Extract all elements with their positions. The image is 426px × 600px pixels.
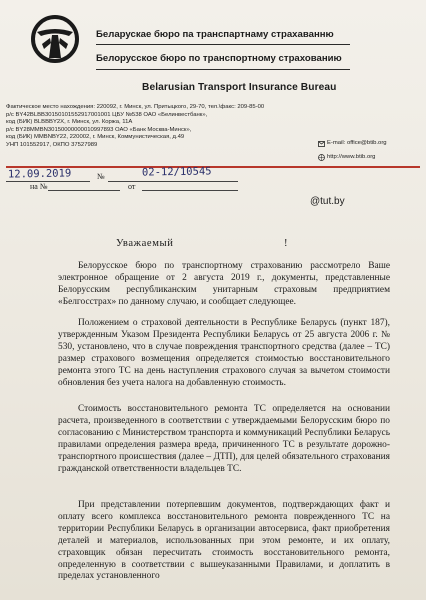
requisite-line: Фактическое место нахождения: 220092, г. Минск, ул. Притыцкого, 29-70, тел.\факс: 209-85-00 xyxy=(6,104,265,110)
reference-date-underline xyxy=(142,190,238,191)
paragraph-text: Стоимость восстановительного ремонта ТС определяется на основании расчета, произведенного в соответствии с утверждаемыми Белорусским бюро по согласованию с Министерством транспорта и коммуникаций Республики Беларусь правилами определения размера вреда, причиненного ТС в результате дорожно-транспортного происшествия (далее – ДТП), для целей обязательного страхования гражданской ответственности владельцев ТС. xyxy=(58,404,390,474)
requisite-line: р/с BY42BLBB30150101552917001001 ЦБУ №538 ОАО «Белинвестбанк», xyxy=(6,111,208,118)
outgoing-number: 02-12/10545 xyxy=(141,165,212,179)
paragraph-text: Белорусское бюро по транспортному страхованию рассмотрело Ваше электронное обращение от 2 августа 2019 г., документы, представленные Белорусским республиканским унитарным страховым предприятием «Белгосстрах» по данному случаю, и сообщает следующее. xyxy=(58,261,390,307)
paragraph-text: Положением о страховой деятельности в Республике Беларусь (пункт 187), утвержденным Указом Президента Республики Беларусь от 25 августа 2006 г. № 530, установлено, что в случае повреждения транспортного средства (далее – ТС) размер страхового возмещения определяется стоимостью восстановительного ремонта этого ТС на день наступления страхового случая за вычетом стоимости обновления без учета налога на добавленную стоимость. xyxy=(58,318,390,388)
body-paragraph-3 xyxy=(58,404,390,475)
reference-date-label: от xyxy=(128,182,136,191)
envelope-icon xyxy=(318,141,325,147)
greeting: Уважаемый xyxy=(116,238,174,249)
recipient-email: @tut.by xyxy=(310,196,345,207)
contact-email: E-mail: office@btib.org xyxy=(327,140,387,146)
requisite-line: УНП 101552917, ОКПО 37527989 xyxy=(6,141,98,148)
requisite-line: р/с BY28MMBN30150000000010997893 ОАО «Банк Москва-Минск», xyxy=(6,126,192,133)
header-rule-2 xyxy=(96,69,350,70)
greeting-exclamation: ! xyxy=(284,238,288,249)
number-label: № xyxy=(97,172,105,181)
outgoing-date: 12.09.2019 xyxy=(7,167,72,181)
body-paragraph-1 xyxy=(58,261,390,309)
requisite-line: код (БИК) BLBBBY2X, г. Минск, ул. Коржа, 11А xyxy=(6,119,133,126)
btib-logo-icon xyxy=(30,14,80,64)
date-underline xyxy=(6,181,90,182)
org-name-russian: Белорусское бюро по транспортному страхованию xyxy=(96,53,342,64)
org-name-belarusian: Беларускае бюро па транспартнаму страхаванню xyxy=(96,29,334,40)
reference-number-underline xyxy=(48,190,120,191)
body-paragraph-4 xyxy=(58,500,390,583)
requisite-line: код (БИК) MMBNBY22, 220002, г. Минск, Коммунистическая, д.49 xyxy=(6,134,185,141)
body-paragraph-2 xyxy=(58,318,390,389)
reference-number-label: на № xyxy=(30,182,48,191)
globe-icon xyxy=(318,154,325,161)
org-name-english: Belarusian Transport Insurance Bureau xyxy=(142,82,337,93)
header-rule-1 xyxy=(96,44,350,45)
contact-website: http://www.btib.org xyxy=(327,153,376,160)
contacts-block xyxy=(318,140,387,161)
paragraph-text: При представлении потерпевшим документов, подтверждающих факт и оплату всего комплекса восстановительного ремонта поврежденного ТС на территории Республики Беларусь в организации автосервиса, факт приобретения деталей и материалов, использованных при этом ремонте, и их оплату, страховщик обязан пересчитать стоимость восстановительного ремонта, определенную в соответствии с вышеуказанными Правилами, и доплатить в пределах установленного xyxy=(58,500,390,582)
bank-requisites xyxy=(6,104,264,150)
